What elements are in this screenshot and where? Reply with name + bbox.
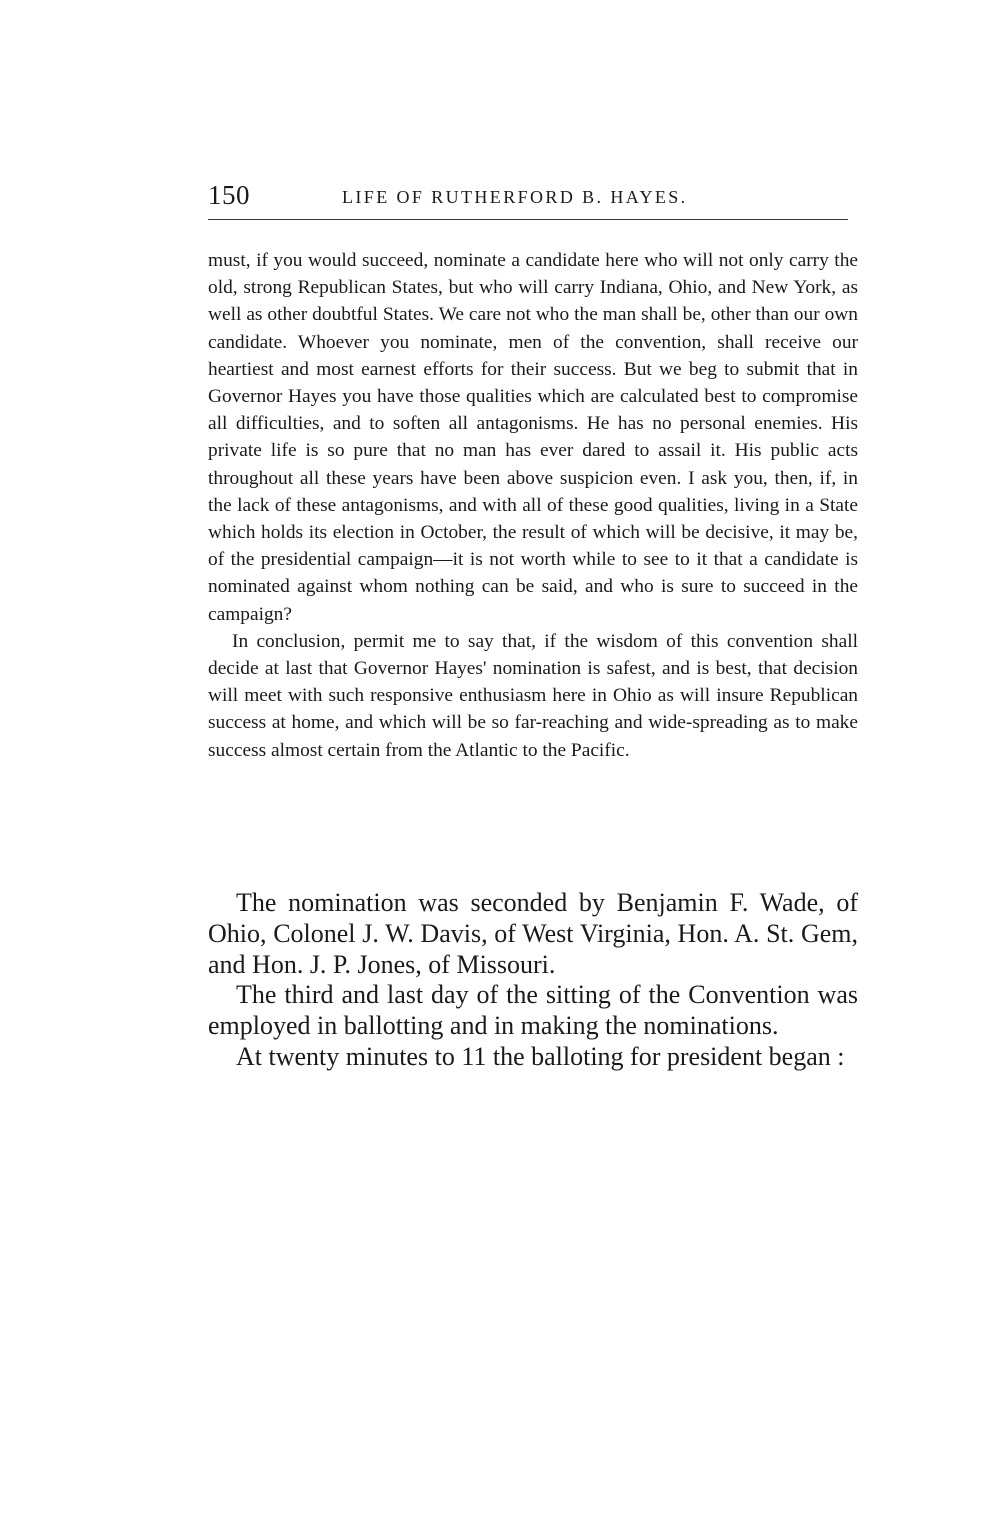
running-title: LIFE OF RUTHERFORD B. HAYES.: [342, 187, 688, 207]
speech-paragraph: In conclusion, permit me to say that, if the wisdom of this convention shall decide at last that Governor Hayes' nomination is safest, and is best, that decision will meet with such responsive enthusiasm here in Ohio as will insure Republican success at home, and which will be so far-reaching and wide-spreading as to make success almost certain from the Atlantic to the Pacific.: [208, 630, 858, 761]
page-number: 150: [208, 180, 250, 210]
narrative-paragraph: The nomination was seconded by Benjamin F. Wade, of Ohio, Colonel J. W. Davis, of West Virginia, Hon. A. St. Gem, and Hon. J. P. Jones, of Missouri.: [208, 888, 858, 979]
running-head: [208, 178, 848, 218]
narrative-paragraph: The third and last day of the sitting of the Convention was employed in ballotting and in making the nominations.: [208, 980, 858, 1041]
header-rule: [208, 219, 848, 220]
narrative-paragraph: At twenty minutes to 11 the balloting for president began :: [236, 1041, 845, 1071]
narrative-text: [208, 888, 858, 1073]
speech-paragraph: must, if you would succeed, nominate a candidate here who will not only carry the old, strong Republican States, but who will carry Indiana, Ohio, and New York, as well as other doubtful States. We care not who the man shall be, other than our own candidate. Whoever you nominate, men of the convention, shall receive our heartiest and most earnest efforts for their success. But we beg to submit that in Governor Hayes you have those qualities which are calculated best to compromise all difficulties, and to soften all antagonisms. He has no personal enemies. His private life is so pure that no man has ever dared to assail it. His public acts throughout all these years have been above suspicion even. I ask you, then, if, in the lack of these antagonisms, and with all of these good qualities, living in a State which holds its election in October, the result of which will be decisive, it may be, of the presidential campaign—it is not worth while to see to it that a candidate is nominated against whom nothing can be said, and who is sure to succeed in the campaign?: [208, 250, 858, 625]
quoted-speech: [208, 247, 858, 764]
